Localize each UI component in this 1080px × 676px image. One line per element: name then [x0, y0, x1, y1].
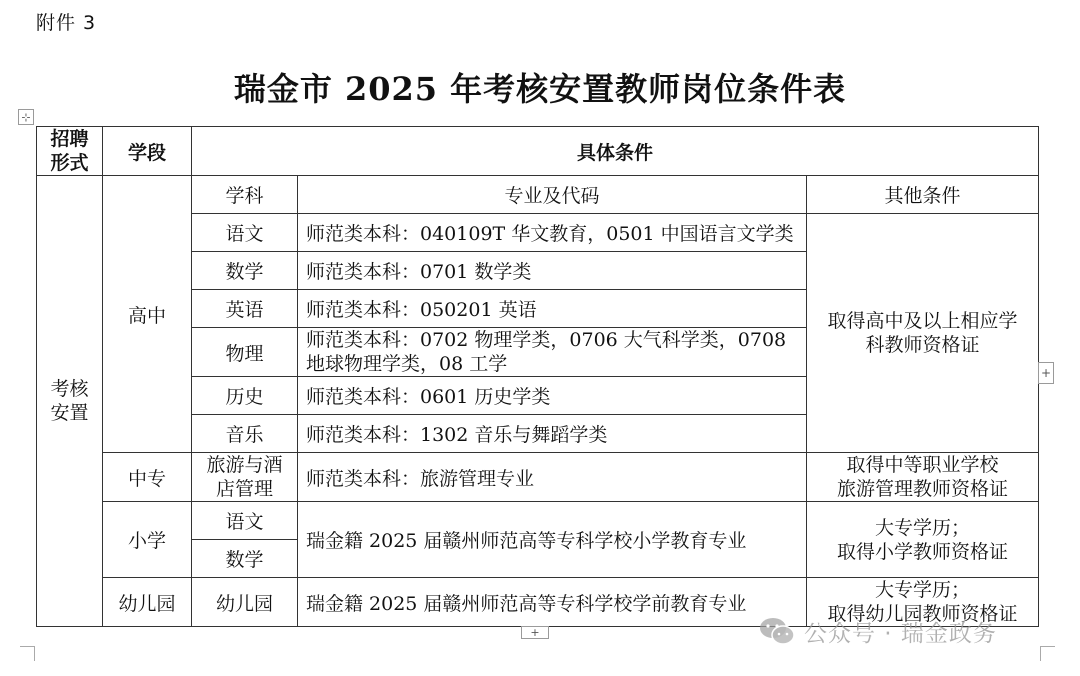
header-form — [37, 127, 103, 176]
other-vocational — [807, 453, 1039, 502]
other-primary-line2: 取得小学教师资格证 — [837, 540, 1009, 563]
subject-cell: 物理 — [192, 328, 298, 377]
table-move-handle-icon[interactable]: ⊹ — [18, 109, 34, 125]
major-cell: 师范类本科：1302 音乐与舞蹈学类 — [298, 415, 807, 453]
form-value — [37, 176, 103, 627]
header-row — [37, 127, 1039, 176]
stage-vocational: 中专 — [103, 453, 192, 502]
subject-cell: 历史 — [192, 377, 298, 415]
major-cell — [298, 328, 807, 377]
subject-cell: 语文 — [192, 214, 298, 252]
watermark-text: 公众号 · 瑞金政务 — [804, 620, 997, 647]
subject-cell: 语文 — [192, 502, 298, 540]
header-stage: 学段 — [103, 127, 192, 176]
add-column-plus-icon[interactable]: + — [1038, 362, 1054, 384]
watermark — [758, 614, 997, 648]
add-row-plus-icon[interactable]: + — [521, 626, 549, 639]
subject-cell-line1: 旅游与酒 — [206, 454, 283, 476]
subject-cell: 音乐 — [192, 415, 298, 453]
major-cell: 瑞金籍 2025 届赣州师范高等专科学校学前教育专业 — [298, 578, 807, 627]
header-form-line1: 招聘 — [50, 128, 89, 150]
major-cell: 师范类本科：0701 数学类 — [298, 252, 807, 290]
other-vocational-line1: 取得中等职业学校 — [846, 454, 999, 476]
major-cell-line2: 地球物理学类，08 工学 — [306, 353, 508, 375]
header-other: 其他条件 — [807, 176, 1039, 214]
margin-corner-mark — [20, 646, 35, 661]
form-value-line2: 安置 — [50, 402, 89, 424]
major-cell: 师范类本科：旅游管理专业 — [298, 453, 807, 502]
other-high-school — [807, 214, 1039, 453]
major-cell: 师范类本科：050201 英语 — [298, 290, 807, 328]
page-title: 瑞金市 2025 年考核安置教师岗位条件表 — [233, 70, 847, 108]
other-vocational-line2: 旅游管理教师资格证 — [837, 478, 1009, 500]
other-primary — [807, 502, 1039, 578]
major-cell: 师范类本科：040109T 华文教育，0501 中国语言文学类 — [298, 214, 807, 252]
header-conditions: 具体条件 — [192, 127, 1039, 176]
stage-primary: 小学 — [103, 502, 192, 578]
subject-cell — [192, 453, 298, 502]
conditions-table — [36, 126, 1039, 627]
subject-cell: 英语 — [192, 290, 298, 328]
wechat-icon — [758, 616, 796, 646]
header-subject: 学科 — [192, 176, 298, 214]
subject-cell-line2: 店管理 — [215, 478, 273, 500]
table-row — [37, 453, 1039, 502]
stage-kindergarten: 幼儿园 — [103, 578, 192, 627]
margin-corner-mark — [1040, 646, 1055, 661]
subject-cell: 数学 — [192, 252, 298, 290]
table-row — [37, 502, 1039, 540]
major-cell: 瑞金籍 2025 届赣州师范高等专科学校小学教育专业 — [298, 502, 807, 578]
subject-cell: 幼儿园 — [192, 578, 298, 627]
header-major-code: 专业及代码 — [298, 176, 807, 214]
other-high-school-line2: 科教师资格证 — [865, 334, 980, 356]
other-kindergarten-line2: 取得幼儿园教师资格证 — [827, 603, 1018, 625]
subject-cell: 数学 — [192, 540, 298, 578]
form-value-line1: 考核 — [50, 378, 89, 400]
major-cell: 师范类本科：0601 历史学类 — [298, 377, 807, 415]
stage-high-school: 高中 — [103, 176, 192, 453]
attachment-label: 附件 3 — [36, 12, 97, 34]
subheader-row — [37, 176, 1039, 214]
other-high-school-line1: 取得高中及以上相应学 — [827, 310, 1018, 332]
header-form-line2: 形式 — [50, 152, 89, 174]
major-cell-line1: 师范类本科：0702 物理学类，0706 大气科学类，0708 — [306, 329, 787, 351]
other-kindergarten-line1: 大专学历； — [875, 579, 971, 601]
other-primary-line1: 大专学历； — [875, 516, 971, 539]
